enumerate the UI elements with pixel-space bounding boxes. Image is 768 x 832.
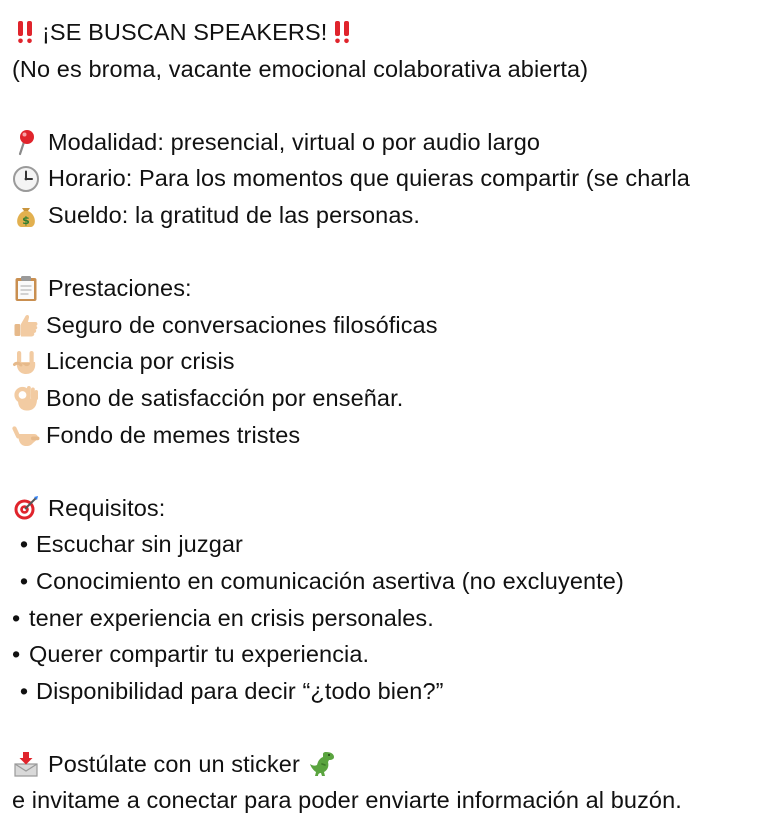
bullet: • [19,677,29,704]
closing-text: e invitame a conectar para poder enviarte información al buzón. [12,787,682,814]
benefit-text: Licencia por crisis [46,348,235,375]
benefit-text: Seguro de conversaciones filosóficas [46,311,438,338]
requirement-item [12,673,768,710]
clipboard-icon [12,274,40,302]
requirements-heading: Requisitos: [48,494,166,521]
round-pushpin-icon [12,128,40,156]
post-title-line [12,14,768,51]
post-subtitle: (No es broma, vacante emocional colaborativa abierta) [12,55,589,82]
svg-text:$: $ [22,214,30,228]
detail-modalidad [12,124,768,161]
requirement-text: Disponibilidad para decir “¿todo bien?” [36,677,444,704]
detail-horario [12,160,768,197]
bullet: • [19,567,29,594]
inbox-tray-icon [12,750,40,778]
post-title: ¡SE BUSCAN SPEAKERS! [42,19,328,45]
detail-sueldo [12,197,768,234]
job-post [12,14,768,819]
bullet: • [12,604,21,631]
requirement-item [12,636,768,673]
cta-line [12,746,768,783]
requirement-text: Querer compartir tu experiencia. [29,641,370,668]
benefit-text: Fondo de memes tristes [46,421,301,448]
bullet: • [12,641,21,668]
requirements-heading-line [12,490,768,527]
direct-hit-icon [12,494,40,522]
money-bag-icon [12,201,40,229]
benefits-heading-line [12,270,768,307]
benefit-item [12,380,768,417]
detail-text: Sueldo: la gratitud de las personas. [48,201,421,228]
call-me-hand-icon [12,421,42,449]
bullet: • [19,531,29,558]
requirement-item [12,563,768,600]
benefits-heading: Prestaciones: [48,275,192,302]
benefit-item [12,417,768,454]
requirement-item [12,526,768,563]
requirement-item [12,600,768,637]
benefit-item [12,307,768,344]
cta-text: Postúlate con un sticker [48,750,300,777]
benefit-item [12,343,768,380]
ok-hand-icon [12,384,42,412]
requirement-text: tener experiencia en crisis personales. [29,604,434,631]
double-exclamation-icon [12,18,40,46]
double-exclamation-icon [329,18,357,46]
thumbs-up-icon [12,311,42,339]
detail-text: Horario: Para los momentos que quieras compartir (se charla [48,165,690,192]
clock-icon [12,165,40,193]
requirement-text: Escuchar sin juzgar [36,531,243,558]
requirement-text: Conocimiento en comunicación asertiva (no excluyente) [36,567,624,594]
t-rex-icon [309,750,337,778]
detail-text: Modalidad: presencial, virtual o por audio largo [48,128,541,155]
benefit-text: Bono de satisfacción por enseñar. [46,384,404,411]
rock-hand-icon [12,348,42,376]
